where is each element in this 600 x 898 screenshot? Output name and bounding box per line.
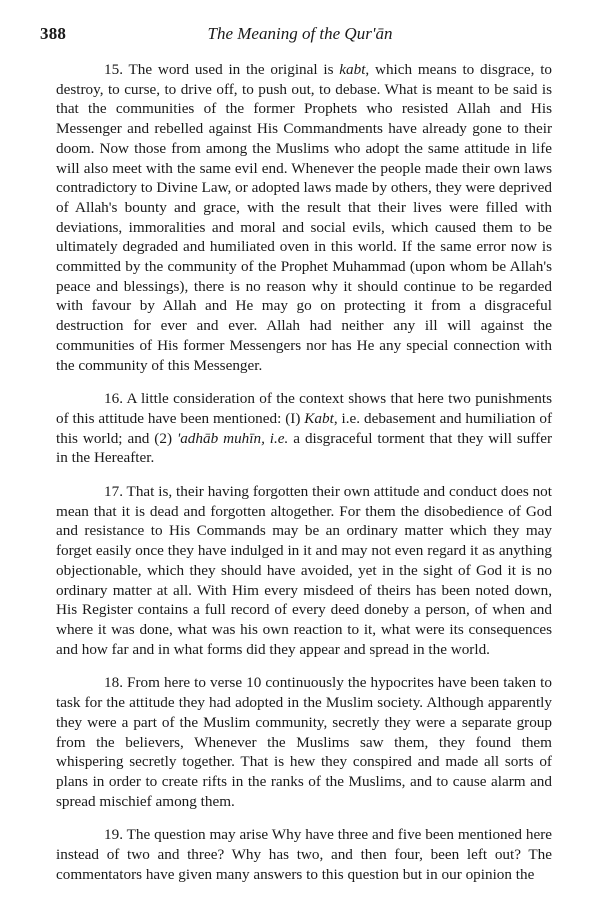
note-text: 15. The word used in the original is [104, 61, 340, 78]
note-text: 18. From here to verse 10 continuously the hypocrites have been taken to task for the attitude they had adopted in the Muslim society. Although apparently they were a part of the Muslim community, secretly they were a separate group from the believers, Whenever the Muslims saw them, they found them whispering secretly together. That is hew they conspired and made all sorts of plans in order to create rifts in the ranks of the Muslims, and to cause alarm and spread mischief among them. [56, 674, 552, 810]
note-term: kabt [339, 61, 366, 78]
page-header [0, 24, 600, 46]
note-text: 17. That is, their having forgotten their own attitude and conduct does not mean that it is dead and forgotten altogether. For them the disobedience of God and resistance to His Commands may be an ordinary matter which they may forget easily once they have indulged in it and may not even regard it as anything objectionable, which they should have avoided, yet in the sight of God it is no ordinary matter at all. With Him every misdeed of theirs has been noted down, His Register contains a full record of every deed doneby a person, of when and where it was done, what was his own reaction to it, what were its consequences and how far and in what forms did they appear and spread in the world. [56, 483, 552, 658]
note-19 [56, 825, 552, 884]
note-term: Kabt [304, 409, 334, 427]
note-text: , i.e. debasement and humiliation of this world; and (2) [56, 409, 552, 447]
note-16 [56, 389, 552, 468]
note-text: a disgraceful torment that they will suffer in the Hereafter. [56, 429, 553, 467]
note-15 [56, 60, 552, 375]
running-title: The Meaning of the Qur'ān [207, 24, 393, 43]
page-body [56, 60, 552, 898]
note-text: , which means to disgrace, to destroy, to curse, to drive off, to push out, to debase. What is meant to be said is that the communities of the former Prophets who resisted Allah and His Messenger and rebelled against His Commandments have already gone to their doom. Now those from among the Muslims who adopt the same attitude in life will also meet with the same evil end. Whenever the people made their own laws contradictory to Divine Law, or adopted laws made by others, they were deprived of Allah's bounty and grace, with the result that their lives were filled with deviations, immoralities and moral and social evils, which caused them to be ultimately degraded and humiliated oven in this world. If the same error now is committed by the community of the Prophet Muhammad (upon whom be Allah's peace and blessings), there is no reason why it should continue to be regarded with favour by Allah and He may go on protecting it from a disgraceful destruction for ever and ever. Allah had neither any ill will against the communities of His former Messengers nor has He any special connection with the community of this Messenger. [56, 61, 553, 374]
note-term: 'adhāb muhīn, i.e. [176, 429, 289, 447]
page-number: 388 [40, 24, 67, 43]
note-text: 19. The question may arise Why have three and five been mentioned here instead of two and three? Why has two, and then four, been left out? The commentators have given many answers to this question but in our opinion the [56, 826, 552, 883]
note-18 [56, 673, 552, 811]
note-text: 16. A little consideration of the context shows that here two punishments of this attitude have been mentioned: (I) [56, 390, 552, 427]
note-17 [56, 482, 552, 659]
